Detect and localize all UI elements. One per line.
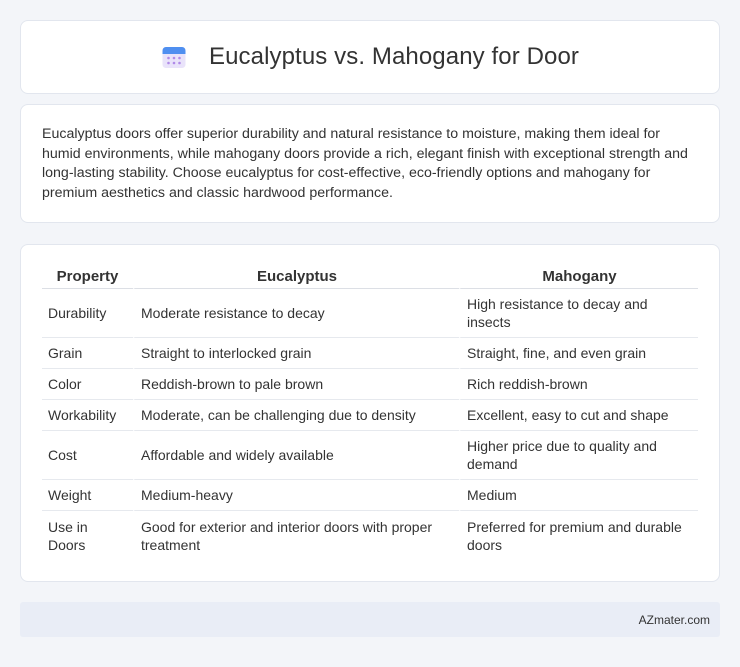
footer-source: AZmater.com [638,612,710,627]
cell-eucalyptus: Reddish-brown to pale brown [133,369,459,400]
footer [20,602,720,637]
cell-property: Color [42,369,133,400]
cell-property: Workability [42,400,133,431]
table-row [42,369,698,400]
column-header-mahogany: Mahogany [459,265,698,289]
cell-mahogany: Higher price due to quality and demand [459,431,698,480]
cell-eucalyptus: Medium-heavy [133,480,459,511]
header [161,43,579,71]
table-header-row [42,265,698,289]
cell-eucalyptus: Good for exterior and interior doors with proper treatment [133,511,459,560]
cell-eucalyptus: Straight to interlocked grain [133,338,459,369]
cell-property: Durability [42,289,133,338]
cell-mahogany: Preferred for premium and durable doors [459,511,698,560]
summary-text: Eucalyptus doors offer superior durability and natural resistance to moisture, making them ideal for humid environments, while mahogany doors provide a rich, elegant finish with exceptional strength and long-lasting stability. Choose eucalyptus for cost-effective, eco-friendly options and mahogany for premium aesthetics and classic hardwood performance. [42,126,688,201]
table-row [42,289,698,338]
table-row [42,480,698,511]
cell-eucalyptus: Moderate resistance to decay [133,289,459,338]
cell-eucalyptus: Affordable and widely available [133,431,459,480]
cell-property: Grain [42,338,133,369]
table-row [42,511,698,560]
cell-mahogany: High resistance to decay and insects [459,289,698,338]
cell-mahogany: Straight, fine, and even grain [459,338,698,369]
cell-mahogany: Medium [459,480,698,511]
cell-eucalyptus: Moderate, can be challenging due to density [133,400,459,431]
calendar-icon [161,44,187,70]
summary-card [20,104,720,223]
table-row [42,431,698,480]
comparison-table [42,265,698,560]
cell-mahogany: Rich reddish-brown [459,369,698,400]
cell-property: Cost [42,431,133,480]
column-header-eucalyptus: Eucalyptus [133,265,459,289]
cell-property: Weight [42,480,133,511]
table-row [42,338,698,369]
page-title: Eucalyptus vs. Mahogany for Door [208,43,580,70]
cell-property: Use in Doors [48,518,88,553]
table-row [42,400,698,431]
header-card [20,20,720,94]
comparison-table-card [20,244,720,582]
cell-mahogany: Excellent, easy to cut and shape [459,400,698,431]
column-header-property: Property [42,265,133,289]
